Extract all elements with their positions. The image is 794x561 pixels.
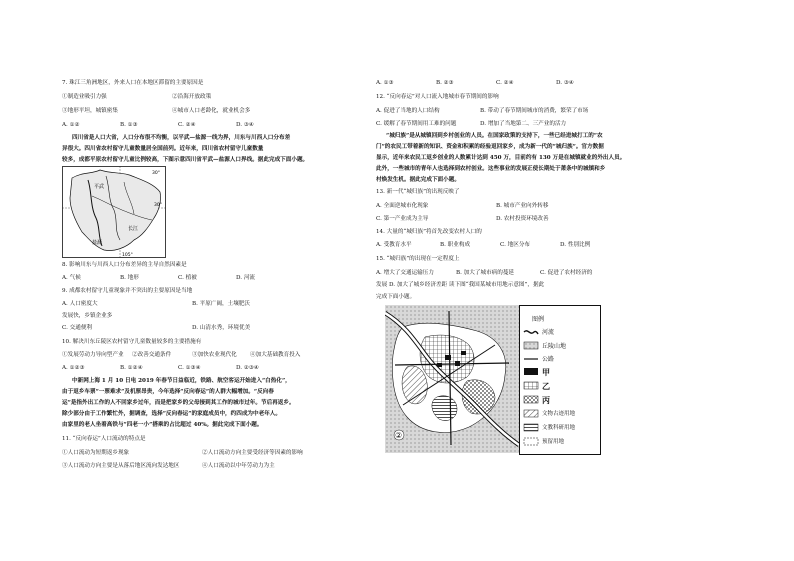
q10-option-1: ①发展劳动力导向型产业 [62, 352, 124, 358]
legend-label-bing: 丙 [542, 395, 550, 405]
map-circle-number: ② [395, 431, 403, 440]
legend-label-road: 公路 [542, 356, 555, 363]
q15-option-b: B. 加大了城市病的蔓延 [456, 270, 515, 276]
question-7: 7. 珠江三角洲地区，外来人口在本地区滞留的主要原因是 [62, 80, 204, 86]
intro-returnees-line5: 村焕发生机。据此完成下面小题。 [376, 177, 460, 183]
q10-option-2: ②改善交通条件 [132, 352, 172, 358]
q12-option-a: A. 促进了当地的人口结构 [376, 108, 440, 114]
q14-answer-d: D. 性别比例 [560, 242, 591, 248]
intro-returnees-line2: 门”的农民工带着新的知识、资金和积累的经验返回家乡，成为新一代的“城归族”。官方数据 [376, 144, 604, 150]
q8-answer-a: A. 气候 [62, 275, 81, 281]
q15-line3: 完成下面小题。 [376, 294, 416, 300]
sichuan-population-map [62, 166, 166, 258]
legend-education-icon [524, 424, 538, 431]
q7-answer-a: A. ①② [62, 122, 80, 128]
q7-option-1: ①制造业吸引力强 [62, 94, 107, 100]
map-label-lat-right: 30° [154, 203, 162, 208]
q10-answer-d: D. ②③④ [236, 365, 259, 371]
q10-option-4: ④加大基础教育投入 [250, 352, 301, 358]
intro-spring-line3: 运”是指外出工作的人不回家乡过年，而是把家乡的父母接到其工作的城市过年。节后再返乡。 [62, 400, 295, 406]
legend-label-heritage: 文物古迹用地 [542, 411, 576, 417]
question-13: 13. 新一代“城归族”的出现反映了 [376, 189, 460, 195]
legend-yi-icon [524, 382, 538, 389]
legend-reserved-icon [524, 438, 538, 445]
map-legend [519, 305, 601, 455]
legend-label-river: 河流 [542, 329, 555, 336]
map-label-lat-top: 30° [152, 171, 160, 176]
question-11: 11. “反向春运”人口流动的特点是 [62, 436, 146, 442]
q7-option-2: ②沿海开放政策 [172, 94, 212, 100]
intro-returnees-line4: 此外，一些城市的青年人也选择到农村创业。这些事业的发展正使长期处于萧条中的城镇和乡 [376, 166, 606, 172]
map-label-river: 长江 [128, 226, 139, 232]
intro-returnees-line3: 显示，近年来农民工返乡创业的人数累计达到 450 万，目前约有 130 万是在城镇就业的外出人员。 [376, 155, 626, 161]
q7-answer-d: D. ③④ [236, 122, 254, 128]
q9-line2: 发展快，乡镇企业多 [62, 313, 113, 319]
q12-option-c: C. 缓解了春节期间用工难的问题 [376, 121, 457, 127]
q8-answer-c: C. 植被 [178, 275, 197, 281]
q7-answer-b: B. ①③ [120, 122, 138, 128]
legend-label-education: 文教科研用地 [542, 425, 576, 431]
legend-label-hill: 丘陵山地 [542, 343, 567, 350]
q11-answer-b: B. ②③ [436, 80, 454, 86]
q10-answer-c: C. ①③④ [178, 365, 201, 371]
legend-label-reserved: 预留用地 [542, 439, 565, 445]
q8-answer-d: D. 河流 [236, 275, 256, 281]
intro-spring-line1: 中新网上海 1 月 10 日电 2019 年春节日益临近，铁路、航空客运开始进入“白热化”， [72, 378, 291, 384]
legend-label-yi: 乙 [542, 381, 550, 391]
q8-answer-b: B. 地形 [120, 275, 139, 281]
q15-option-a: A. 增大了交通运输压力 [376, 270, 434, 276]
intro-sichuan-line1: 四川省是人口大省，人口分布很不均衡，以平武—盐源一线为界，川东与川西人口分布差 [72, 135, 291, 141]
intro-sichuan-line3: 较多，成都平原农村留守儿童比例较高，下图示意四川省平武—盐源人口界线。据此完成下面小题。 [62, 157, 309, 163]
q7-option-4: ④城市人口老龄化，就业机会多 [172, 108, 251, 114]
map-label-lon: 105° [122, 253, 133, 258]
intro-returnees-line1: “城归族”是从城镇回到乡村创业的人员。在国家政策的支持下，一些已经进城打工的“农 [386, 133, 603, 139]
q13-option-b: B. 城市产业向外转移 [496, 203, 549, 209]
map-label-city2: 盐源 [92, 240, 103, 246]
question-9: 9. 成都农村留守儿童现象并不突出的主要原因是当地 [62, 288, 193, 294]
city-land-use-map [385, 305, 519, 453]
q11-option-4: ④人口流动以中年劳动力为主 [202, 463, 275, 469]
intro-spring-line5: 由家里的老人坐着高铁与“四老一小”搭乘的占比超过 40%。据此完成下面小题。 [62, 422, 263, 428]
intro-sichuan-line2: 异很大。四川省农村留守儿童数量居全国前列。近年来，四川省农村留守儿童数量 [62, 146, 264, 152]
q7-option-3: ③地形平坦，城镇密集 [62, 108, 118, 114]
q12-option-d: D. 增加了当地第二、三产业的活力 [480, 121, 567, 127]
q9-option-b: B. 平原广阔，土壤肥沃 [192, 301, 251, 307]
q10-answer-b: B. ①②④ [120, 365, 143, 371]
legend-river-icon [524, 331, 538, 334]
question-15: 15. “城归族”的出现在一定程度上 [376, 256, 460, 262]
q15-line2: 发展 D. 加大了城乡经济差距 读下图“我国某城市用地示意图”，据此 [376, 282, 545, 288]
question-14: 14. 大量的“城归族”将首先改变农村人口的 [376, 229, 482, 235]
legend-title: 图例 [532, 316, 545, 323]
q9-option-d: D. 山清水秀，环境优美 [192, 325, 251, 331]
intro-spring-line4: 除少部分由于工作繁忙外，据调查，选择“反向春运”的家庭成员中，约四成为中老年人。 [62, 411, 281, 417]
q9-option-a: A. 人口密度大 [62, 301, 98, 307]
q14-answer-c: C. 地区分布 [500, 242, 531, 248]
q11-option-3: ③人口流动方向主要是从落后地区流向发达地区 [62, 463, 180, 469]
q11-answer-c: C. ②④ [496, 80, 514, 86]
q14-answer-b: B. 职业构成 [440, 242, 471, 248]
legend-jia-icon [524, 368, 538, 375]
q14-answer-a: A. 受教育水平 [376, 242, 412, 248]
q11-option-1: ①人口流动为短期返乡现象 [62, 450, 130, 456]
legend-heritage-icon [524, 410, 538, 417]
q13-option-a: A. 全面逆城市化现象 [376, 203, 429, 209]
legend-bing-icon [524, 396, 538, 403]
q11-answer-d: D. ③④ [556, 80, 574, 86]
q13-option-c: C. 第一产业成为主导 [376, 216, 429, 222]
q10-answer-a: A. ①②③ [62, 365, 85, 371]
legend-label-jia: 甲 [542, 367, 550, 377]
q11-answer-a: A. ①③ [376, 80, 394, 86]
q15-option-c: C. 促进了农村经济的 [540, 270, 593, 276]
intro-spring-line2: 由于返乡车票“一票难求”及机票昂贵，今年选择“反向春运”的人群大幅增加。“反向春 [62, 389, 274, 395]
question-8: 8. 影响川东与川西人口分布差异的主导自然因素是 [62, 262, 187, 268]
q13-option-d: D. 农村投资环境改善 [496, 216, 549, 222]
q7-answer-c: C. ②④ [178, 122, 196, 128]
map-label-city1: 平武 [94, 184, 105, 190]
q10-option-3: ③加快农业现代化 [192, 352, 237, 358]
question-10: 10. 解决川东丘陵区农村留守儿童数量较多的主要措施有 [62, 339, 202, 345]
question-12: 12. “反向春运”对人口流入地城市春节期间的影响 [376, 94, 499, 100]
q9-option-c: C. 交通便利 [62, 325, 93, 331]
q11-option-2: ②人口流动方向主要受经济等因素的影响 [202, 450, 303, 456]
legend-hill-icon [524, 342, 538, 349]
q12-option-b: B. 带动了春节期间城市的消费，繁荣了市场 [480, 108, 589, 114]
